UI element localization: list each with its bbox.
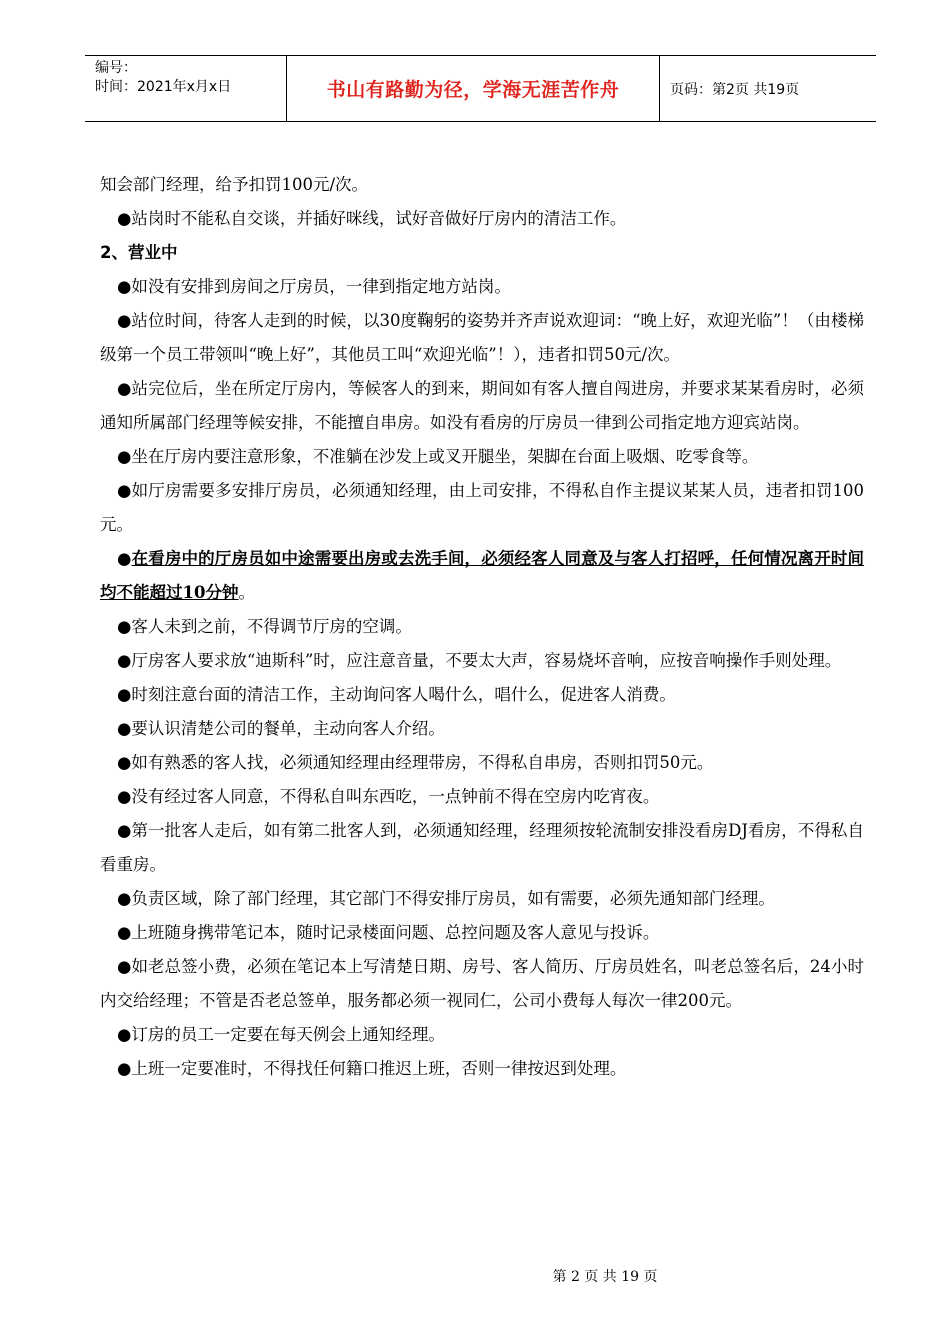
section-heading: 2、营业中 [100, 243, 178, 262]
paragraph-16: ●负责区域，除了部门经理，其它部门不得安排厅房员，如有需要，必须先通知部门经理。 [117, 889, 775, 908]
document-number-label: 编号： [95, 60, 137, 76]
page-header [85, 55, 876, 122]
paragraph-8-emphasis [100, 542, 864, 610]
bullet-prefix: ● [117, 549, 132, 568]
paragraph-18: ●如老总签小费，必须在笔记本上写清楚日期、房号、客人简历、厅房员姓名，叫老总签名后，24小时内交给经理；不管是否老总签单，服务都必须一视同仁，公司小费每人每次一律200元。 [100, 957, 864, 1010]
paragraph-14: ●没有经过客人同意，不得私自叫东西吃，一点钟前不得在空房内吃宵夜。 [117, 787, 660, 806]
paragraph-7: ●如厅房需要多安排厅房员，必须通知经理，由上司安排，不得私自作主提议某某人员，违者扣罚100元。 [100, 481, 864, 534]
paragraph-5: ●站完位后，坐在所定厅房内，等候客人的到来，期间如有客人擅自闯进房，并要求某某看房时，必须通知所属部门经理等候安排，不能擅自串房。如没有看房的厅房员一律到公司指定地方迎宾站岗。 [100, 379, 864, 432]
header-motto: 书山有路勤为径，学海无涯苦作舟 [287, 56, 660, 121]
document-body [100, 168, 864, 1086]
rule-suffix: 。 [238, 583, 255, 602]
paragraph-15: ●第一批客人走后，如有第二批客人到，必须通知经理，经理须按轮流制安排没看房DJ看房，不得私自看重房。 [100, 821, 864, 874]
paragraph-10: ●厅房客人要求放“迪斯科”时，应注意音量，不要太大声，容易烧坏音响，应按音响操作手则处理。 [117, 651, 842, 670]
paragraph-4: ●站位时间，待客人走到的时候，以30度鞠躬的姿势并齐声说欢迎词：“晚上好，欢迎光临”！（由楼梯级第一个员工带领叫“晚上好”，其他员工叫“欢迎光临”！），违者扣罚50元/次。 [100, 311, 864, 364]
paragraph-2: ●站岗时不能私自交谈，并插好咪线，试好音做好厅房内的清洁工作。 [117, 209, 627, 228]
paragraph-3: ●如没有安排到房间之厅房员，一律到指定地方站岗。 [117, 277, 511, 296]
paragraph-9: ●客人未到之前，不得调节厅房的空调。 [117, 617, 412, 636]
paragraph-17: ●上班随身携带笔记本，随时记录楼面问题、总控问题及客人意见与投诉。 [117, 923, 660, 942]
header-meta [85, 56, 287, 121]
document-date: 时间：2021年x月x日 [95, 79, 232, 95]
paragraph-12: ●要认识清楚公司的餐单，主动向客人介绍。 [117, 719, 445, 738]
paragraph-19: ●订房的员工一定要在每天例会上通知经理。 [117, 1025, 445, 1044]
paragraph-11: ●时刻注意台面的清洁工作，主动询问客人喝什么，唱什么，促进客人消费。 [117, 685, 676, 704]
paragraph-20: ●上班一定要准时，不得找任何籍口推迟上班，否则一律按迟到处理。 [117, 1059, 627, 1078]
paragraph-6: ●坐在厅房内要注意形象，不准躺在沙发上或叉开腿坐，架脚在台面上吸烟、吃零食等。 [117, 447, 759, 466]
emphasized-rule: 在看房中的厅房员如中途需要出房或去洗手间，必须经客人同意及与客人打招呼，任何情况离开时间均不能超过10分钟 [100, 549, 865, 602]
paragraph-13: ●如有熟悉的客人找，必须通知经理由经理带房，不得私自串房，否则扣罚50元。 [117, 753, 714, 772]
header-page-info: 页码：第2页 共19页 [670, 81, 800, 98]
paragraph-1: 知会部门经理，给予扣罚100元/次。 [100, 175, 369, 194]
page-footer: 第 2 页 共 19 页 [552, 1269, 658, 1285]
